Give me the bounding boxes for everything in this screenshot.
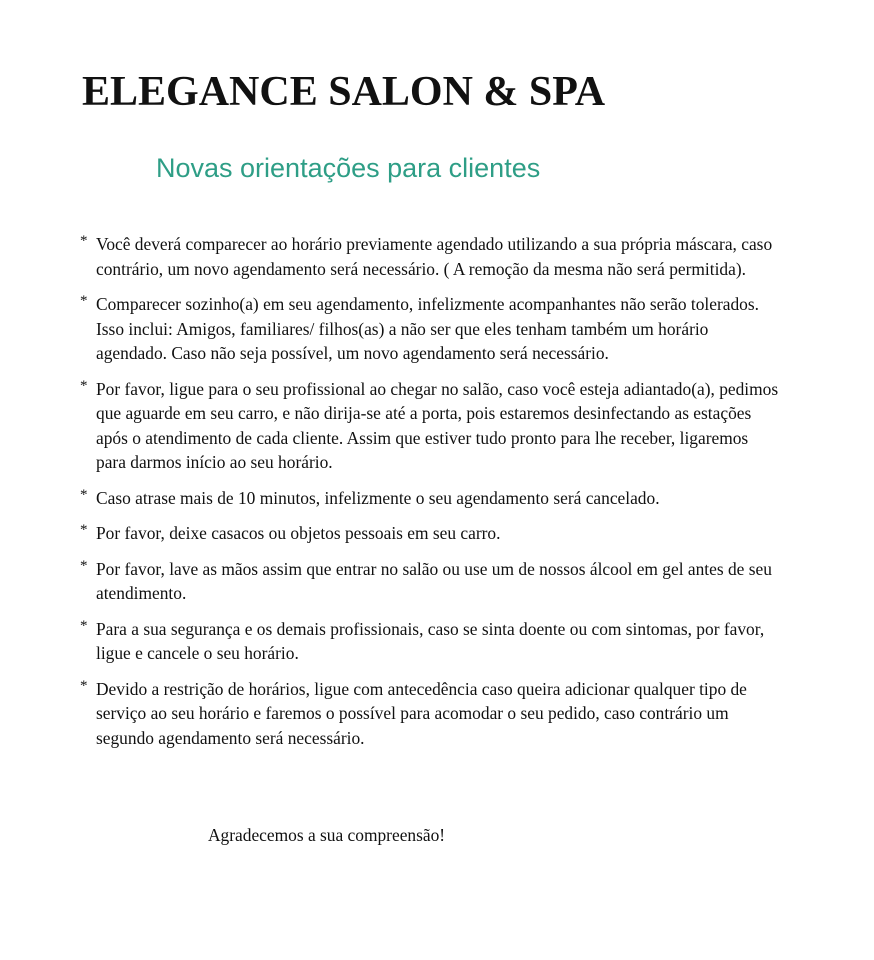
bullet-star-icon: * (80, 677, 88, 694)
closing-thanks: Agradecemos a sua compreensão! (208, 825, 446, 845)
guideline-text: Devido a restrição de horários, ligue com antecedência caso queira adicionar qualquer tipo de serviço ao seu horário e faremos o possível para acomodar o seu pedido, caso contrário um segundo agendamento será necessário. (96, 678, 747, 748)
guideline-text: Para a sua segurança e os demais profissionais, caso se sinta doente ou com sintomas, por favor, ligue e cancele o seu horário. (96, 618, 765, 663)
guideline-text: Por favor, deixe casacos ou objetos pessoais em seu carro. (96, 523, 501, 543)
guideline-item-late (80, 486, 780, 511)
guideline-item-arrival-call (80, 377, 780, 475)
bullet-star-icon: * (80, 377, 88, 394)
bullet-star-icon: * (80, 486, 88, 503)
guideline-text: Caso atrase mais de 10 minutos, infelizmente o seu agendamento será cancelado. (96, 487, 660, 508)
bullet-star-icon: * (80, 293, 88, 309)
guideline-text: Você deverá comparecer ao horário previamente agendado utilizando a sua própria máscara, caso contrário, um novo agendamento será necessário. ( A remoção da mesma não será permitida). (96, 234, 773, 279)
guideline-text: Comparecer sozinho(a) em seu agendamento, infelizmente acompanhantes não serão tolerados. Isso inclui: Amigos, familiares/ filhos(as) a não ser que eles tenham também um horário agendado. Caso não seja possível, um novo agendamento será necessário. (96, 294, 759, 363)
guideline-item-alone (80, 292, 780, 366)
guidelines-subtitle: Novas orientações para clientes (156, 153, 541, 183)
bullet-star-icon: * (80, 233, 88, 249)
guideline-item-sick (80, 617, 780, 666)
bullet-star-icon: * (80, 617, 88, 634)
guideline-item-belongings (80, 521, 780, 546)
salon-name-title: ELEGANCE SALON & SPA (82, 69, 606, 115)
bullet-star-icon: * (80, 522, 88, 538)
guideline-item-extra-services (80, 677, 780, 751)
bullet-star-icon: * (80, 557, 88, 574)
guidelines-list (80, 232, 780, 761)
guideline-item-mask (80, 232, 780, 281)
guideline-text: Por favor, lave as mãos assim que entrar no salão ou use um de nossos álcool em gel antes de seu atendimento. (96, 558, 772, 603)
guideline-text: Por favor, ligue para o seu profissional ao chegar no salão, caso você esteja adiantado(a), pedimos que aguarde em seu carro, e não dirija-se até a porta, pois estaremos desinfectando as estações após o atendimento de cada cliente. Assim que estiver tudo pronto para lhe receber, ligaremos para darmos início ao seu horário. (96, 378, 779, 472)
guideline-item-hand-washing (80, 557, 780, 606)
